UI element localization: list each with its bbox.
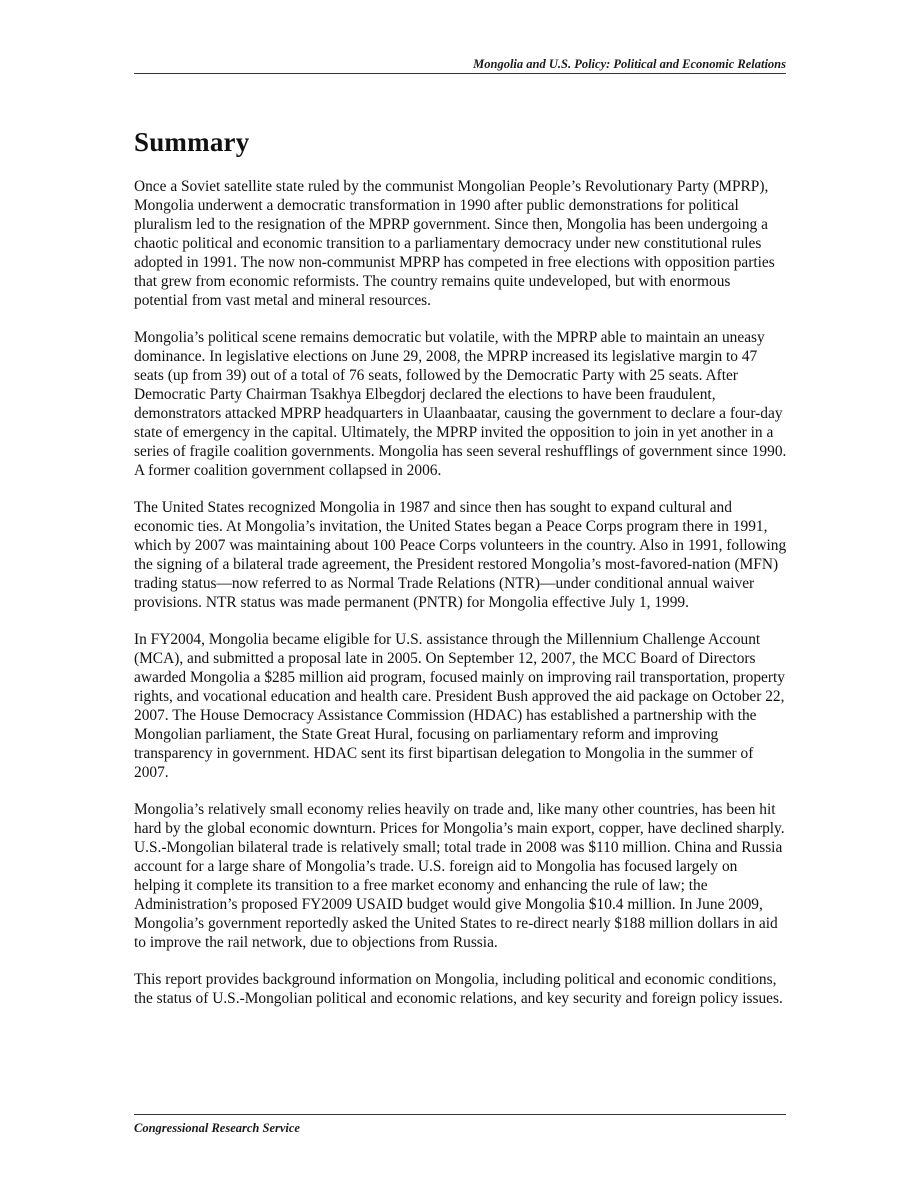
running-header-title: Mongolia and U.S. Policy: Political and Economic Relations [473,57,786,71]
section-title: Summary [134,127,250,157]
summary-paragraph-4: In FY2004, Mongolia became eligible for U.S. assistance through the Millennium Challenge Account (MCA), and submitted a proposal late in 2005. On September 12, 2007, the MCC Board of Directors awarded Mongolia a $285 million aid program, focused mainly on improving rail transportation, property rights, and vocational education and health care. President Bush approved the aid package on October 22, 2007. The House Democracy Assistance Commission (HDAC) has established a partnership with the Mongolian parliament, the State Great Hural, focusing on parliamentary reform and improving transparency in government. HDAC sent its first bipartisan delegation to Mongolia in the summer of 2007. [134,631,785,781]
summary-paragraph-1: Once a Soviet satellite state ruled by the communist Mongolian People’s Revolutionary Party (MPRP), Mongolia underwent a democratic transformation in 1990 after public demonstrations for political pluralism led to the resignation of the MPRP government. Since then, Mongolia has been undergoing a chaotic political and economic transition to a parliamentary democracy under new constitutional rules adopted in 1991. The now non-communist MPRP has competed in free elections with opposition parties that grew from economic reformists. The country remains quite undeveloped, but with enormous potential from vast metal and mineral resources. [134,178,775,309]
summary-paragraph-6: This report provides background information on Mongolia, including political and economic conditions, the status of U.S.-Mongolian political and economic relations, and key security and foreign policy issues. [134,971,783,1007]
header-divider [134,73,786,74]
summary-paragraph-2: Mongolia’s political scene remains democratic but volatile, with the MPRP able to maintain an uneasy dominance. In legislative elections on June 29, 2008, the MPRP increased its legislative margin to 47 seats (up from 39) out of a total of 76 seats, followed by the Democratic Party with 25 seats. After Democratic Party Chairman Tsakhya Elbegdorj declared the elections to have been fraudulent, demonstrators attacked MPRP headquarters in Ulaanbaatar, causing the government to declare a four-day state of emergency in the capital. Ultimately, the MPRP invited the opposition to join in yet another in a series of fragile coalition governments. Mongolia has seen several reshufflings of government since 1990. A former coalition government collapsed in 2006. [134,329,787,479]
summary-paragraph-5: Mongolia’s relatively small economy relies heavily on trade and, like many other countries, has been hit hard by the global economic downturn. Prices for Mongolia’s main export, copper, have declined sharply. U.S.-Mongolian bilateral trade is relatively small; total trade in 2008 was $110 million. China and Russia account for a large share of Mongolia’s trade. U.S. foreign aid to Mongolia has focused largely on helping it complete its transition to a free market economy and enhancing the rule of law; the Administration’s proposed FY2009 USAID budget would give Mongolia $10.4 million. In June 2009, Mongolia’s government reportedly asked the United States to re-direct nearly $188 million dollars in aid to improve the rail network, due to objections from Russia. [134,801,785,951]
footer-divider [134,1114,786,1115]
footer-publisher: Congressional Research Service [134,1121,300,1135]
summary-body [134,177,787,1026]
summary-paragraph-3: The United States recognized Mongolia in 1987 and since then has sought to expand cultural and economic ties. At Mongolia’s invitation, the United States began a Peace Corps program there in 1991, which by 2007 was maintaining about 100 Peace Corps volunteers in the country. Also in 1991, following the signing of a bilateral trade agreement, the President restored Mongolia’s most-favored-nation (MFN) trading status—now referred to as Normal Trade Relations (NTR)—under conditional annual waiver provisions. NTR status was made permanent (PNTR) for Mongolia effective July 1, 1999. [134,499,787,611]
